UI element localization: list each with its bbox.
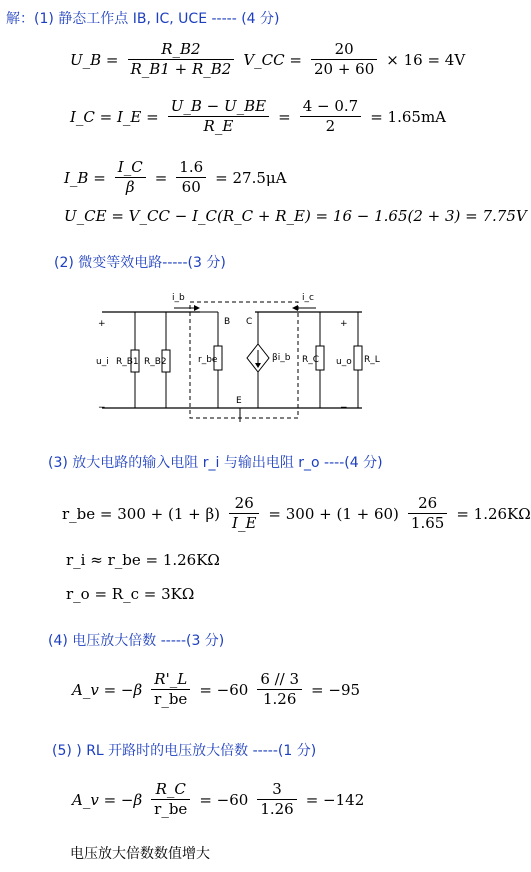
eq-av2-frac1 <box>151 780 190 819</box>
eq-ib-num2: 1.6 <box>176 158 206 178</box>
label-ic: i_c <box>302 293 314 303</box>
eq-av1-frac2 <box>257 670 302 709</box>
label-uo: u_o <box>336 357 352 367</box>
input-minus: − <box>98 403 106 413</box>
eq-ib: I_B = $\frac{I\_C}{\beta}$ = $\frac{1.6}{60}$ = 27.5μA <box>64 158 287 196</box>
node-b: B <box>224 317 231 327</box>
eq-rbe-frac2 <box>408 494 447 533</box>
eq-av1-mid: = −60 <box>199 680 249 699</box>
eq-av1 <box>72 670 360 709</box>
part1-title: (1) 静态工作点 IB, IC, UCE ----- (4 分) <box>34 11 280 27</box>
eq-ub-mid: V_CC = <box>243 50 302 69</box>
eq-av2-rhs: = −142 <box>305 790 365 809</box>
label-rb2: R_B2 <box>144 357 167 367</box>
node-e: E <box>236 396 242 406</box>
resistor-rl <box>354 346 362 370</box>
eq-ic-num: U_B − U_BE <box>168 97 269 117</box>
eq-av2-mid: = −60 <box>199 790 249 809</box>
eq-ub-frac1 <box>128 40 235 79</box>
output-minus: − <box>340 403 348 413</box>
part4-title: (4) 电压放大倍数 -----(3 分) <box>48 633 225 649</box>
eq-rbe-frac1 <box>229 494 259 533</box>
input-plus: + <box>98 319 106 329</box>
eq-ic-num2: 4 − 0.7 <box>300 97 362 117</box>
eq-av1-lhs: A_v = −β <box>72 680 143 699</box>
label-beta-ib: βi_b <box>272 353 291 363</box>
eq-ib-frac2 <box>176 158 206 197</box>
eq-av2-lhs: A_v = −β <box>72 790 143 809</box>
eq-rbe-den: I_E <box>232 514 257 532</box>
arrow-ib-icon <box>194 305 200 311</box>
eq-av1-frac1 <box>151 670 190 709</box>
eq-ro: r_o = R_c = 3KΩ <box>66 585 195 603</box>
answer-heading <box>6 8 279 28</box>
eq-rbe-lhs: r_be = 300 + (1 + β) <box>62 504 221 523</box>
eq-ic-frac1 <box>168 97 269 136</box>
eq-av2 <box>72 780 364 819</box>
part2-title: (2) 微变等效电路-----(3 分) <box>54 255 226 271</box>
part5-title: (5) ) RL 开路时的电压放大倍数 -----(1 分) <box>52 743 317 759</box>
label-rbe: r_be <box>198 355 218 365</box>
eq-ub-num2: 20 <box>311 40 377 60</box>
eq-rbe-rhs: = 1.26KΩ <box>456 504 531 523</box>
conclusion-text: 电压放大倍数数值增大 <box>70 846 210 862</box>
eq-uce: U_CE = V_CC − I_C(R_C + R_E) = 16 − 1.65(2 + 3) = 7.75V <box>64 207 527 225</box>
part3-title: (3) 放大电路的输入电阻 r_i 与输出电阻 r_o ----(4 分) <box>48 455 383 471</box>
label-ui: u_i <box>96 357 109 367</box>
eq-av1-den: r_be <box>154 690 188 708</box>
eq-rbe-num: 26 <box>229 494 259 514</box>
node-c: C <box>246 317 253 327</box>
eq-ub-lhs: U_B = <box>70 50 119 69</box>
eq-ub-frac2 <box>311 40 377 79</box>
label-rl: R_L <box>364 355 380 365</box>
eq-av2-num: R_C <box>151 780 190 800</box>
label-rb1: R_B1 <box>116 357 139 367</box>
label-ib: i_b <box>172 293 185 303</box>
eq-av1-den2: 1.26 <box>262 690 297 708</box>
eq-ib-den2: 60 <box>181 178 201 196</box>
eq-av1-num: R'_L <box>151 670 190 690</box>
arrow-ic-icon <box>292 305 298 311</box>
eq-av2-den: r_be <box>154 800 188 818</box>
eq-rbe-mid: = 300 + (1 + 60) <box>268 504 399 523</box>
eq-ic-rhs: = 1.65mA <box>370 107 446 126</box>
eq-rbe-num2: 26 <box>408 494 447 514</box>
eq-ib-lhs: I_B = <box>64 168 106 187</box>
small-signal-circuit <box>90 288 380 426</box>
eq-ib-rhs: = 27.5μA <box>215 168 287 187</box>
answer-prefix: 解： <box>6 11 34 27</box>
eq-ic-lhs: I_C = I_E = <box>70 107 159 126</box>
eq-av1-rhs: = −95 <box>311 680 361 699</box>
eq-ub-den: R_B1 + R_B2 <box>130 60 232 78</box>
eq-av1-num2: 6 // 3 <box>257 670 302 690</box>
eq-ub-rhs: × 16 = 4V <box>386 50 466 69</box>
eq-ib-den: β <box>125 178 135 196</box>
eq-av2-den2: 1.26 <box>260 800 294 818</box>
eq-ic: I_C = I_E = $\frac{U\_B - U\_BE}{R\_E}$ = $\frac{4 - 0.7}{2}$ = 1.65mA <box>70 97 446 135</box>
eq-av2-frac2 <box>257 780 296 819</box>
eq-rbe <box>62 494 531 533</box>
eq-rbe-den2: 1.65 <box>410 514 445 532</box>
eq-ic-frac2 <box>300 97 362 136</box>
output-plus: + <box>340 319 348 329</box>
eq-ic-den2: 2 <box>325 117 336 135</box>
label-rc: R_C <box>302 355 320 365</box>
eq-ic-den: R_E <box>203 117 234 135</box>
eq-av2-num2: 3 <box>257 780 296 800</box>
eq-ib-num: I_C <box>115 158 146 178</box>
eq-ub <box>70 40 465 79</box>
eq-ib-frac1 <box>115 158 146 197</box>
eq-ri: r_i ≈ r_be = 1.26KΩ <box>66 551 220 569</box>
eq-ub-den2: 20 + 60 <box>313 60 375 78</box>
eq-ub-num: R_B2 <box>128 40 235 60</box>
